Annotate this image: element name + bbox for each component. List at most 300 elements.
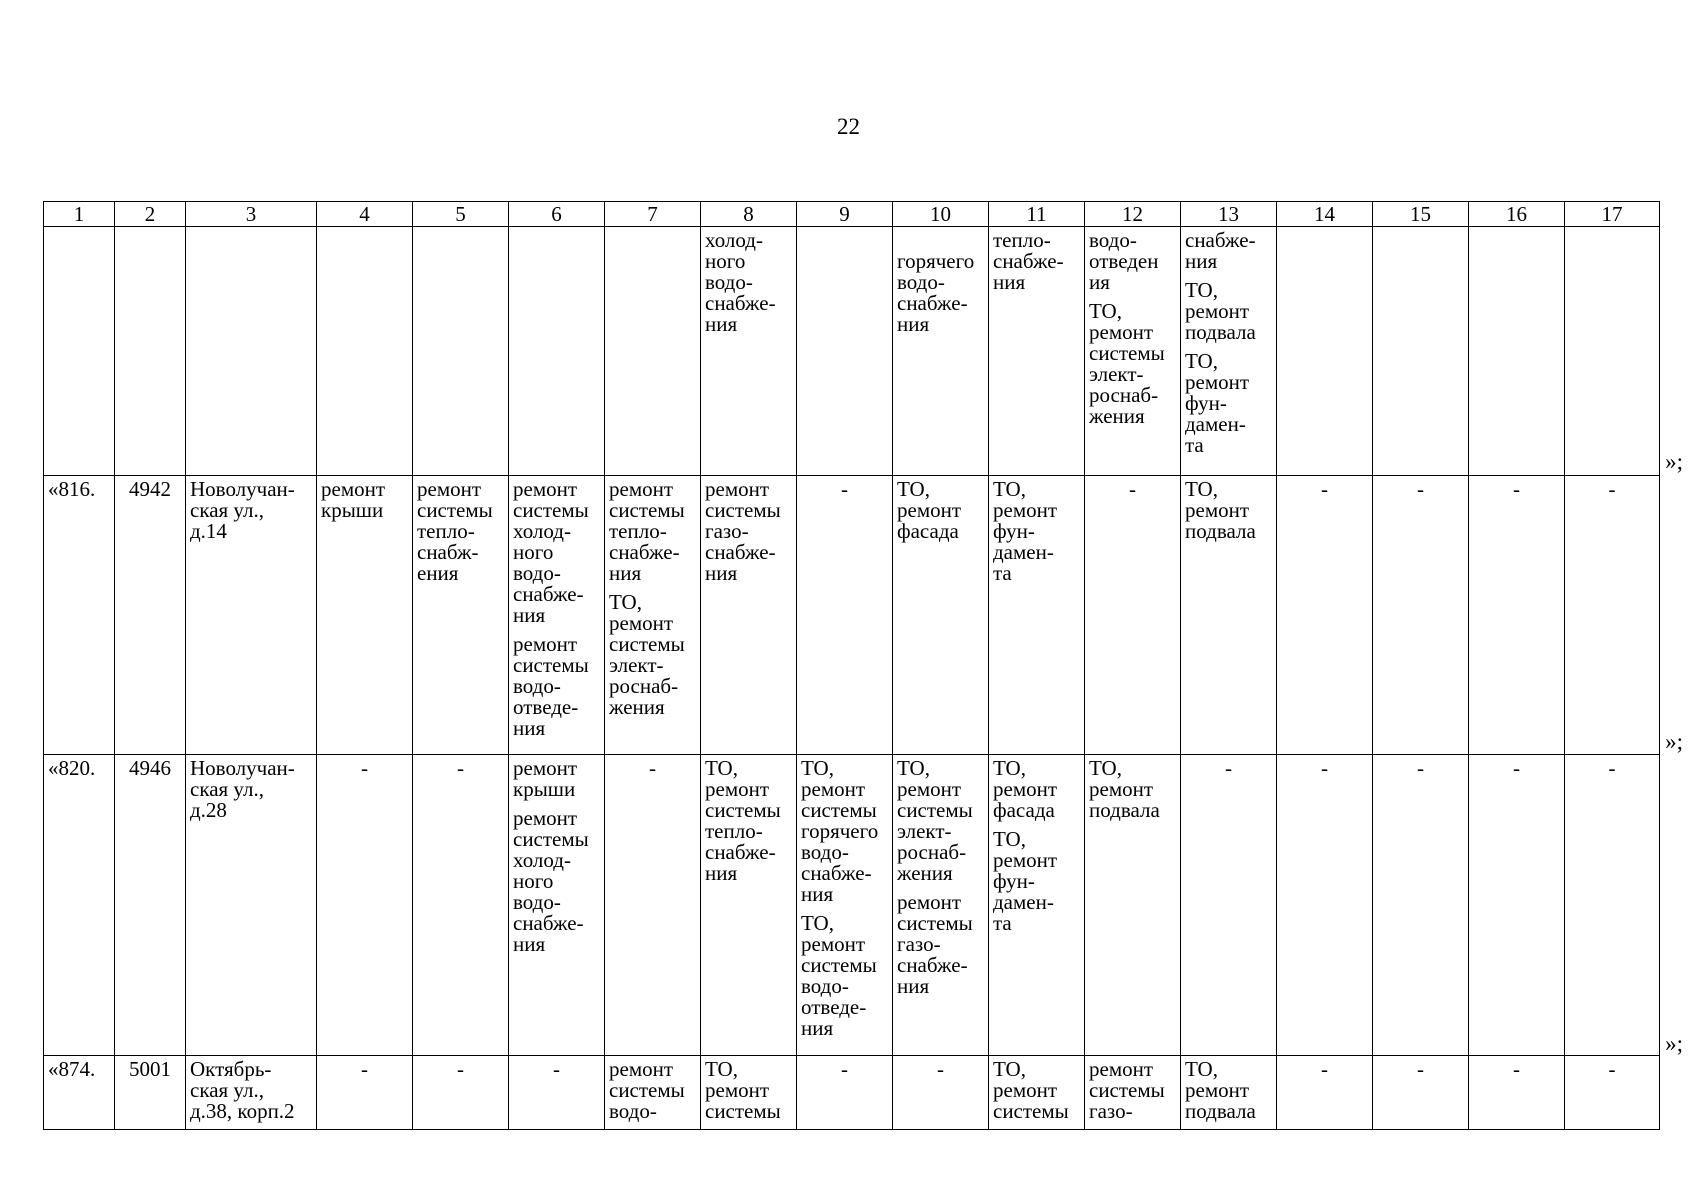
cell-text-line: ская ул., bbox=[190, 498, 264, 522]
cell-entry bbox=[1281, 758, 1368, 779]
cell-text-line: - bbox=[1608, 1057, 1616, 1081]
cell-entry bbox=[48, 479, 110, 500]
cell-text-line: холод- bbox=[513, 848, 571, 872]
table-cell bbox=[115, 755, 186, 1056]
cell-text-line: системы bbox=[897, 798, 973, 822]
cell-entry bbox=[993, 230, 1080, 293]
table-cell bbox=[317, 1056, 413, 1130]
table-cell bbox=[893, 476, 989, 755]
cell-text-line: ремонт bbox=[417, 477, 482, 501]
cell-text-line: системы bbox=[609, 632, 685, 656]
cell-text-line: 5001 bbox=[129, 1057, 171, 1081]
table-cell bbox=[509, 1056, 605, 1130]
cell-text-line: системы bbox=[993, 1099, 1069, 1123]
cell-text-line: ремонт bbox=[513, 632, 578, 656]
cell-text-line: - bbox=[649, 756, 656, 780]
cell-text-line: фасада bbox=[993, 798, 1055, 822]
cell-entry bbox=[48, 1059, 110, 1080]
table-cell bbox=[44, 227, 115, 476]
cell-text-line: фун- bbox=[993, 869, 1035, 893]
column-number-14: 14 bbox=[1277, 202, 1373, 227]
cell-text-line: жения bbox=[1089, 404, 1145, 428]
cell-text-line: ремонт bbox=[993, 498, 1058, 522]
table-cell bbox=[989, 476, 1085, 755]
table-cell bbox=[1469, 755, 1565, 1056]
table-cell bbox=[413, 1056, 509, 1130]
page-number: 22 bbox=[837, 114, 860, 139]
cell-text-line: ремонт bbox=[1089, 320, 1154, 344]
cell-text-line: 4942 bbox=[129, 477, 171, 501]
table-cell bbox=[605, 1056, 701, 1130]
cell-entry bbox=[801, 913, 888, 1039]
cell-text-line: ремонт bbox=[609, 477, 674, 501]
cell-text-line: «874. bbox=[48, 1057, 96, 1081]
column-number-16: 16 bbox=[1469, 202, 1565, 227]
cell-text-line: ния bbox=[993, 270, 1026, 294]
cell-text-line: водо- bbox=[801, 974, 849, 998]
cell-text-line: водо- bbox=[513, 674, 561, 698]
cell-text-line: ного bbox=[513, 540, 554, 564]
cell-text-line: ремонт bbox=[1185, 1078, 1250, 1102]
cell-text-line: - bbox=[1417, 756, 1424, 780]
cell-text-line: водо- bbox=[513, 561, 561, 585]
cell-entry bbox=[1185, 230, 1272, 272]
cell-text-line: системы bbox=[1089, 1078, 1165, 1102]
table-cell bbox=[115, 476, 186, 755]
table-cell bbox=[1277, 476, 1373, 755]
cell-text-line: ремонт bbox=[321, 477, 386, 501]
cell-text-line: ремонт bbox=[1185, 299, 1250, 323]
cell-entry bbox=[190, 758, 312, 821]
table-cell bbox=[1181, 227, 1277, 476]
table-cell bbox=[1085, 1056, 1181, 1130]
table-cell bbox=[1565, 755, 1660, 1056]
cell-entry bbox=[705, 758, 792, 884]
cell-text-line: Новолучан- bbox=[190, 756, 295, 780]
cell-entry bbox=[801, 1059, 888, 1080]
table-cell bbox=[317, 755, 413, 1056]
cell-text-line: системы bbox=[513, 498, 589, 522]
table-cell bbox=[413, 755, 509, 1056]
column-number-6: 6 bbox=[509, 202, 605, 227]
cell-text-line: ния bbox=[513, 603, 546, 627]
cell-text-line: системы bbox=[801, 798, 877, 822]
cell-text-line: - bbox=[1608, 756, 1616, 780]
cell-entry bbox=[119, 1059, 181, 1080]
cell-text-line: - bbox=[457, 1057, 464, 1081]
cell-text-line: - bbox=[937, 1057, 944, 1081]
table-cell bbox=[1277, 1056, 1373, 1130]
cell-entry bbox=[321, 479, 408, 521]
table-cell bbox=[44, 476, 115, 755]
cell-entry bbox=[1089, 1059, 1176, 1122]
table-cell bbox=[413, 476, 509, 755]
cell-entry bbox=[1473, 758, 1560, 779]
cell-entry bbox=[609, 592, 696, 718]
cell-text-line: отведе- bbox=[801, 995, 867, 1019]
cell-text-line: ния bbox=[609, 561, 642, 585]
cell-text-line: холод- bbox=[513, 519, 571, 543]
table-cell bbox=[893, 755, 989, 1056]
cell-text-line: водо- bbox=[609, 1099, 657, 1123]
cell-text-line: ТО, bbox=[1089, 756, 1122, 780]
cell-text-line: ТО, bbox=[705, 756, 738, 780]
column-number-10: 10 bbox=[893, 202, 989, 227]
table-cell bbox=[1373, 476, 1469, 755]
repair-schedule-table bbox=[43, 201, 1660, 1130]
cell-text-line: ремонт bbox=[1089, 1057, 1154, 1081]
cell-entry bbox=[1473, 1059, 1560, 1080]
table-row bbox=[44, 755, 1660, 1056]
cell-text-line: д.38, корп.2 bbox=[190, 1099, 295, 1123]
cell-text-line: ремонт bbox=[609, 611, 674, 635]
cell-text-line: жения bbox=[609, 695, 665, 719]
cell-entry bbox=[705, 230, 792, 335]
cell-entry bbox=[1473, 479, 1560, 500]
cell-text-line: водо- bbox=[513, 890, 561, 914]
table-cell bbox=[317, 476, 413, 755]
cell-text-line: снабже- bbox=[705, 540, 776, 564]
table-cell bbox=[797, 755, 893, 1056]
cell-text-line: системы bbox=[705, 1099, 781, 1123]
cell-text-line: снабже- bbox=[801, 861, 872, 885]
table-cell bbox=[989, 1056, 1085, 1130]
table-cell bbox=[893, 1056, 989, 1130]
cell-text-line: элект- bbox=[1089, 362, 1144, 386]
cell-text-line: - bbox=[841, 477, 848, 501]
table-cell bbox=[701, 476, 797, 755]
table-cell bbox=[989, 227, 1085, 476]
table-cell bbox=[509, 227, 605, 476]
cell-text-line: системы bbox=[705, 498, 781, 522]
table-cell bbox=[1085, 227, 1181, 476]
cell-text-line: ного bbox=[705, 249, 746, 273]
table-cell bbox=[893, 227, 989, 476]
cell-text-line: ния bbox=[705, 312, 738, 336]
cell-text-line: отведен bbox=[1089, 249, 1159, 273]
cell-text-line: ния bbox=[897, 974, 930, 998]
cell-entry bbox=[513, 808, 600, 955]
column-number-15: 15 bbox=[1373, 202, 1469, 227]
row-end-mark: »; bbox=[1665, 449, 1683, 474]
cell-entry bbox=[1089, 758, 1176, 821]
cell-entry bbox=[897, 1059, 984, 1080]
cell-entry bbox=[705, 479, 792, 584]
cell-text-line: ТО, bbox=[801, 756, 834, 780]
cell-text-line: системы bbox=[1089, 341, 1165, 365]
cell-text-line: снабже- bbox=[513, 911, 584, 935]
table-cell bbox=[115, 227, 186, 476]
cell-text-line: - bbox=[841, 1057, 848, 1081]
cell-text-line: водо- bbox=[801, 840, 849, 864]
cell-text-line: ия bbox=[1089, 270, 1110, 294]
cell-text-line: ния bbox=[705, 861, 738, 885]
cell-text-line: системы bbox=[609, 1078, 685, 1102]
cell-entry bbox=[513, 479, 600, 626]
cell-text-line: ремонт bbox=[801, 777, 866, 801]
cell-text-line: ТО, bbox=[897, 477, 930, 501]
cell-entry bbox=[321, 1059, 408, 1080]
cell-text-line: - bbox=[1513, 477, 1520, 501]
column-number-17: 17 bbox=[1565, 202, 1660, 227]
cell-text-line: отведе- bbox=[513, 695, 579, 719]
table-cell bbox=[989, 755, 1085, 1056]
cell-entry bbox=[417, 479, 504, 584]
cell-text-line: - bbox=[361, 1057, 368, 1081]
cell-text-line: системы bbox=[417, 498, 493, 522]
cell-text-line: та bbox=[1185, 433, 1204, 457]
cell-entry bbox=[993, 479, 1080, 584]
cell-text-line: элект- bbox=[609, 653, 664, 677]
table-cell bbox=[605, 227, 701, 476]
cell-text-line: подвала bbox=[1089, 798, 1160, 822]
cell-entry bbox=[417, 1059, 504, 1080]
cell-text-line: системы bbox=[609, 498, 685, 522]
cell-text-line: ремонт bbox=[513, 477, 578, 501]
cell-text-line: горячего bbox=[801, 819, 879, 843]
cell-text-line: снабже- bbox=[897, 953, 968, 977]
cell-text-line: системы bbox=[513, 827, 589, 851]
cell-text-line: ремонт bbox=[897, 890, 962, 914]
table-row bbox=[44, 476, 1660, 755]
row-end-mark: »; bbox=[1665, 1031, 1683, 1056]
cell-text-line: подвала bbox=[1185, 1099, 1256, 1123]
cell-entry bbox=[1569, 1059, 1655, 1080]
table-cell bbox=[509, 755, 605, 1056]
table-cell bbox=[701, 755, 797, 1056]
cell-text-line: ремонт bbox=[705, 777, 770, 801]
cell-text-line: роснаб- bbox=[1089, 383, 1159, 407]
table-cell bbox=[1277, 755, 1373, 1056]
table-cell bbox=[1373, 227, 1469, 476]
cell-text-line: фун- bbox=[1185, 391, 1227, 415]
cell-entry bbox=[1089, 301, 1176, 427]
cell-text-line: роснаб- bbox=[609, 674, 679, 698]
cell-text-line: газо- bbox=[897, 932, 941, 956]
cell-entry bbox=[1569, 479, 1655, 500]
cell-text-line: ния bbox=[1185, 249, 1218, 273]
cell-text-line: фасада bbox=[897, 519, 959, 543]
table-cell bbox=[1565, 227, 1660, 476]
cell-entry bbox=[1377, 758, 1464, 779]
column-number-9: 9 bbox=[797, 202, 893, 227]
table-cell bbox=[1469, 1056, 1565, 1130]
cell-entry bbox=[1185, 1059, 1272, 1122]
cell-text-line: дамен- bbox=[1185, 412, 1246, 436]
cell-text-line: крыши bbox=[321, 498, 384, 522]
cell-text-line: Октябрь- bbox=[190, 1057, 272, 1081]
table-cell bbox=[44, 755, 115, 1056]
cell-text-line bbox=[897, 230, 984, 251]
cell-entry bbox=[1377, 479, 1464, 500]
cell-entry bbox=[993, 829, 1080, 934]
table-cell bbox=[701, 1056, 797, 1130]
table-cell bbox=[1181, 476, 1277, 755]
cell-entry bbox=[801, 758, 888, 905]
cell-text-line: ТО, bbox=[993, 827, 1026, 851]
cell-text-line: ремонт bbox=[993, 848, 1058, 872]
cell-text-line: ремонт bbox=[897, 498, 962, 522]
cell-text-line: д.28 bbox=[190, 798, 227, 822]
cell-entry bbox=[609, 1059, 696, 1122]
table-cell bbox=[797, 1056, 893, 1130]
cell-entry bbox=[993, 1059, 1080, 1122]
cell-text-line: снабже- bbox=[513, 582, 584, 606]
cell-entry bbox=[897, 758, 984, 884]
cell-text-line: ТО, bbox=[1089, 299, 1122, 323]
cell-text-line: - bbox=[1417, 477, 1424, 501]
cell-entry bbox=[48, 758, 110, 779]
table-cell bbox=[186, 227, 317, 476]
cell-text-line: снабже- bbox=[993, 249, 1064, 273]
cell-entry bbox=[801, 479, 888, 500]
table-cell bbox=[509, 476, 605, 755]
cell-text-line: ТО, bbox=[1185, 477, 1218, 501]
cell-entry bbox=[321, 758, 408, 779]
column-number-row bbox=[44, 202, 1660, 227]
cell-text-line: тепло- bbox=[609, 519, 667, 543]
cell-text-line: ТО, bbox=[1185, 278, 1218, 302]
column-number-7: 7 bbox=[605, 202, 701, 227]
cell-text-line: д.14 bbox=[190, 519, 227, 543]
cell-text-line: тепло- bbox=[993, 228, 1051, 252]
table-cell bbox=[797, 227, 893, 476]
cell-text-line: - bbox=[361, 756, 368, 780]
table-cell bbox=[701, 227, 797, 476]
cell-entry bbox=[897, 479, 984, 542]
cell-text-line: водо- bbox=[705, 270, 753, 294]
cell-text-line: газо- bbox=[1089, 1099, 1133, 1123]
cell-text-line: снабж- bbox=[417, 540, 479, 564]
cell-text-line: тепло- bbox=[705, 819, 763, 843]
cell-text-line: системы bbox=[513, 653, 589, 677]
cell-text-line: Новолучан- bbox=[190, 477, 295, 501]
cell-text-line: ремонт bbox=[705, 477, 770, 501]
table-cell bbox=[1181, 755, 1277, 1056]
cell-text-line: ская ул., bbox=[190, 777, 264, 801]
cell-entry bbox=[513, 634, 600, 739]
cell-entry bbox=[609, 479, 696, 584]
cell-text-line: системы bbox=[801, 953, 877, 977]
cell-entry bbox=[1377, 1059, 1464, 1080]
column-number-1: 1 bbox=[44, 202, 115, 227]
cell-text-line: ния bbox=[513, 716, 546, 740]
column-number-11: 11 bbox=[989, 202, 1085, 227]
table-cell bbox=[797, 476, 893, 755]
table-cell bbox=[413, 227, 509, 476]
cell-entry bbox=[1281, 479, 1368, 500]
cell-text-line: снабже- bbox=[705, 840, 776, 864]
column-number-5: 5 bbox=[413, 202, 509, 227]
cell-text-line: дамен- bbox=[993, 540, 1054, 564]
cell-entry bbox=[1089, 230, 1176, 293]
cell-text-line: ТО, bbox=[993, 756, 1026, 780]
table-cell bbox=[1181, 1056, 1277, 1130]
cell-text-line: холод- bbox=[705, 228, 763, 252]
cell-text-line: - bbox=[1417, 1057, 1424, 1081]
column-number-3: 3 bbox=[186, 202, 317, 227]
cell-text-line: дамен- bbox=[993, 890, 1054, 914]
cell-text-line: газо- bbox=[705, 519, 749, 543]
cell-entry bbox=[1185, 351, 1272, 456]
table-cell bbox=[1469, 476, 1565, 755]
cell-entry bbox=[1281, 1059, 1368, 1080]
table-cell bbox=[317, 227, 413, 476]
column-number-2: 2 bbox=[115, 202, 186, 227]
cell-text-line: ного bbox=[513, 869, 554, 893]
cell-entry bbox=[417, 758, 504, 779]
cell-text-line: ТО, bbox=[993, 1057, 1026, 1081]
cell-text-line: системы bbox=[705, 798, 781, 822]
cell-text-line: ТО, bbox=[1185, 1057, 1218, 1081]
table-cell bbox=[115, 1056, 186, 1130]
table-cell bbox=[1277, 227, 1373, 476]
cell-text-line: крыши bbox=[513, 777, 576, 801]
column-number-4: 4 bbox=[317, 202, 413, 227]
cell-entry bbox=[190, 1059, 312, 1122]
cell-text-line: - bbox=[457, 756, 464, 780]
table-cell bbox=[1373, 755, 1469, 1056]
column-number-8: 8 bbox=[701, 202, 797, 227]
cell-text-line: ремонт bbox=[705, 1078, 770, 1102]
cell-text-line: ремонт bbox=[513, 756, 578, 780]
cell-entry bbox=[1569, 758, 1655, 779]
table-cell bbox=[186, 755, 317, 1056]
cell-text-line: ремонт bbox=[513, 806, 578, 830]
cell-text-line: системы bbox=[897, 911, 973, 935]
cell-text-line: элект- bbox=[897, 819, 952, 843]
cell-text-line: горячего bbox=[897, 249, 975, 273]
cell-text-line: ремонт bbox=[609, 1057, 674, 1081]
cell-text-line: роснаб- bbox=[897, 840, 967, 864]
cell-text-line: ния bbox=[897, 312, 930, 336]
table-cell bbox=[1565, 476, 1660, 755]
cell-text-line: ТО, bbox=[1185, 349, 1218, 373]
cell-text-line: та bbox=[993, 561, 1012, 585]
table-row bbox=[44, 1056, 1660, 1130]
cell-entry bbox=[897, 892, 984, 997]
cell-text-line: снабже- bbox=[609, 540, 680, 564]
table-body bbox=[44, 202, 1660, 1130]
cell-text-line: жения bbox=[897, 861, 953, 885]
cell-text-line: ремонт bbox=[993, 777, 1058, 801]
table-cell bbox=[186, 1056, 317, 1130]
cell-text-line: ремонт bbox=[801, 932, 866, 956]
cell-text-line: ТО, bbox=[705, 1057, 738, 1081]
cell-text-line: - bbox=[1321, 756, 1328, 780]
cell-text-line: фун- bbox=[993, 519, 1035, 543]
table-cell bbox=[1085, 755, 1181, 1056]
cell-text-line: - bbox=[1321, 477, 1328, 501]
table-cell bbox=[1565, 1056, 1660, 1130]
cell-text-line: - bbox=[553, 1057, 560, 1081]
cell-text-line: ремонт bbox=[1089, 777, 1154, 801]
cell-text-line: ТО, bbox=[897, 756, 930, 780]
cell-text-line: - bbox=[1513, 756, 1520, 780]
table-cell bbox=[1085, 476, 1181, 755]
cell-text-line: «820. bbox=[48, 756, 96, 780]
cell-text-line: - bbox=[1129, 477, 1136, 501]
cell-entry bbox=[1185, 280, 1272, 343]
cell-entry bbox=[190, 479, 312, 542]
table-cell bbox=[44, 1056, 115, 1130]
cell-entry bbox=[1185, 479, 1272, 542]
cell-text-line: ния bbox=[705, 561, 738, 585]
cell-text-line: снабже- bbox=[705, 291, 776, 315]
cell-entry bbox=[1185, 758, 1272, 779]
table-cell bbox=[1373, 1056, 1469, 1130]
table-cell bbox=[186, 476, 317, 755]
